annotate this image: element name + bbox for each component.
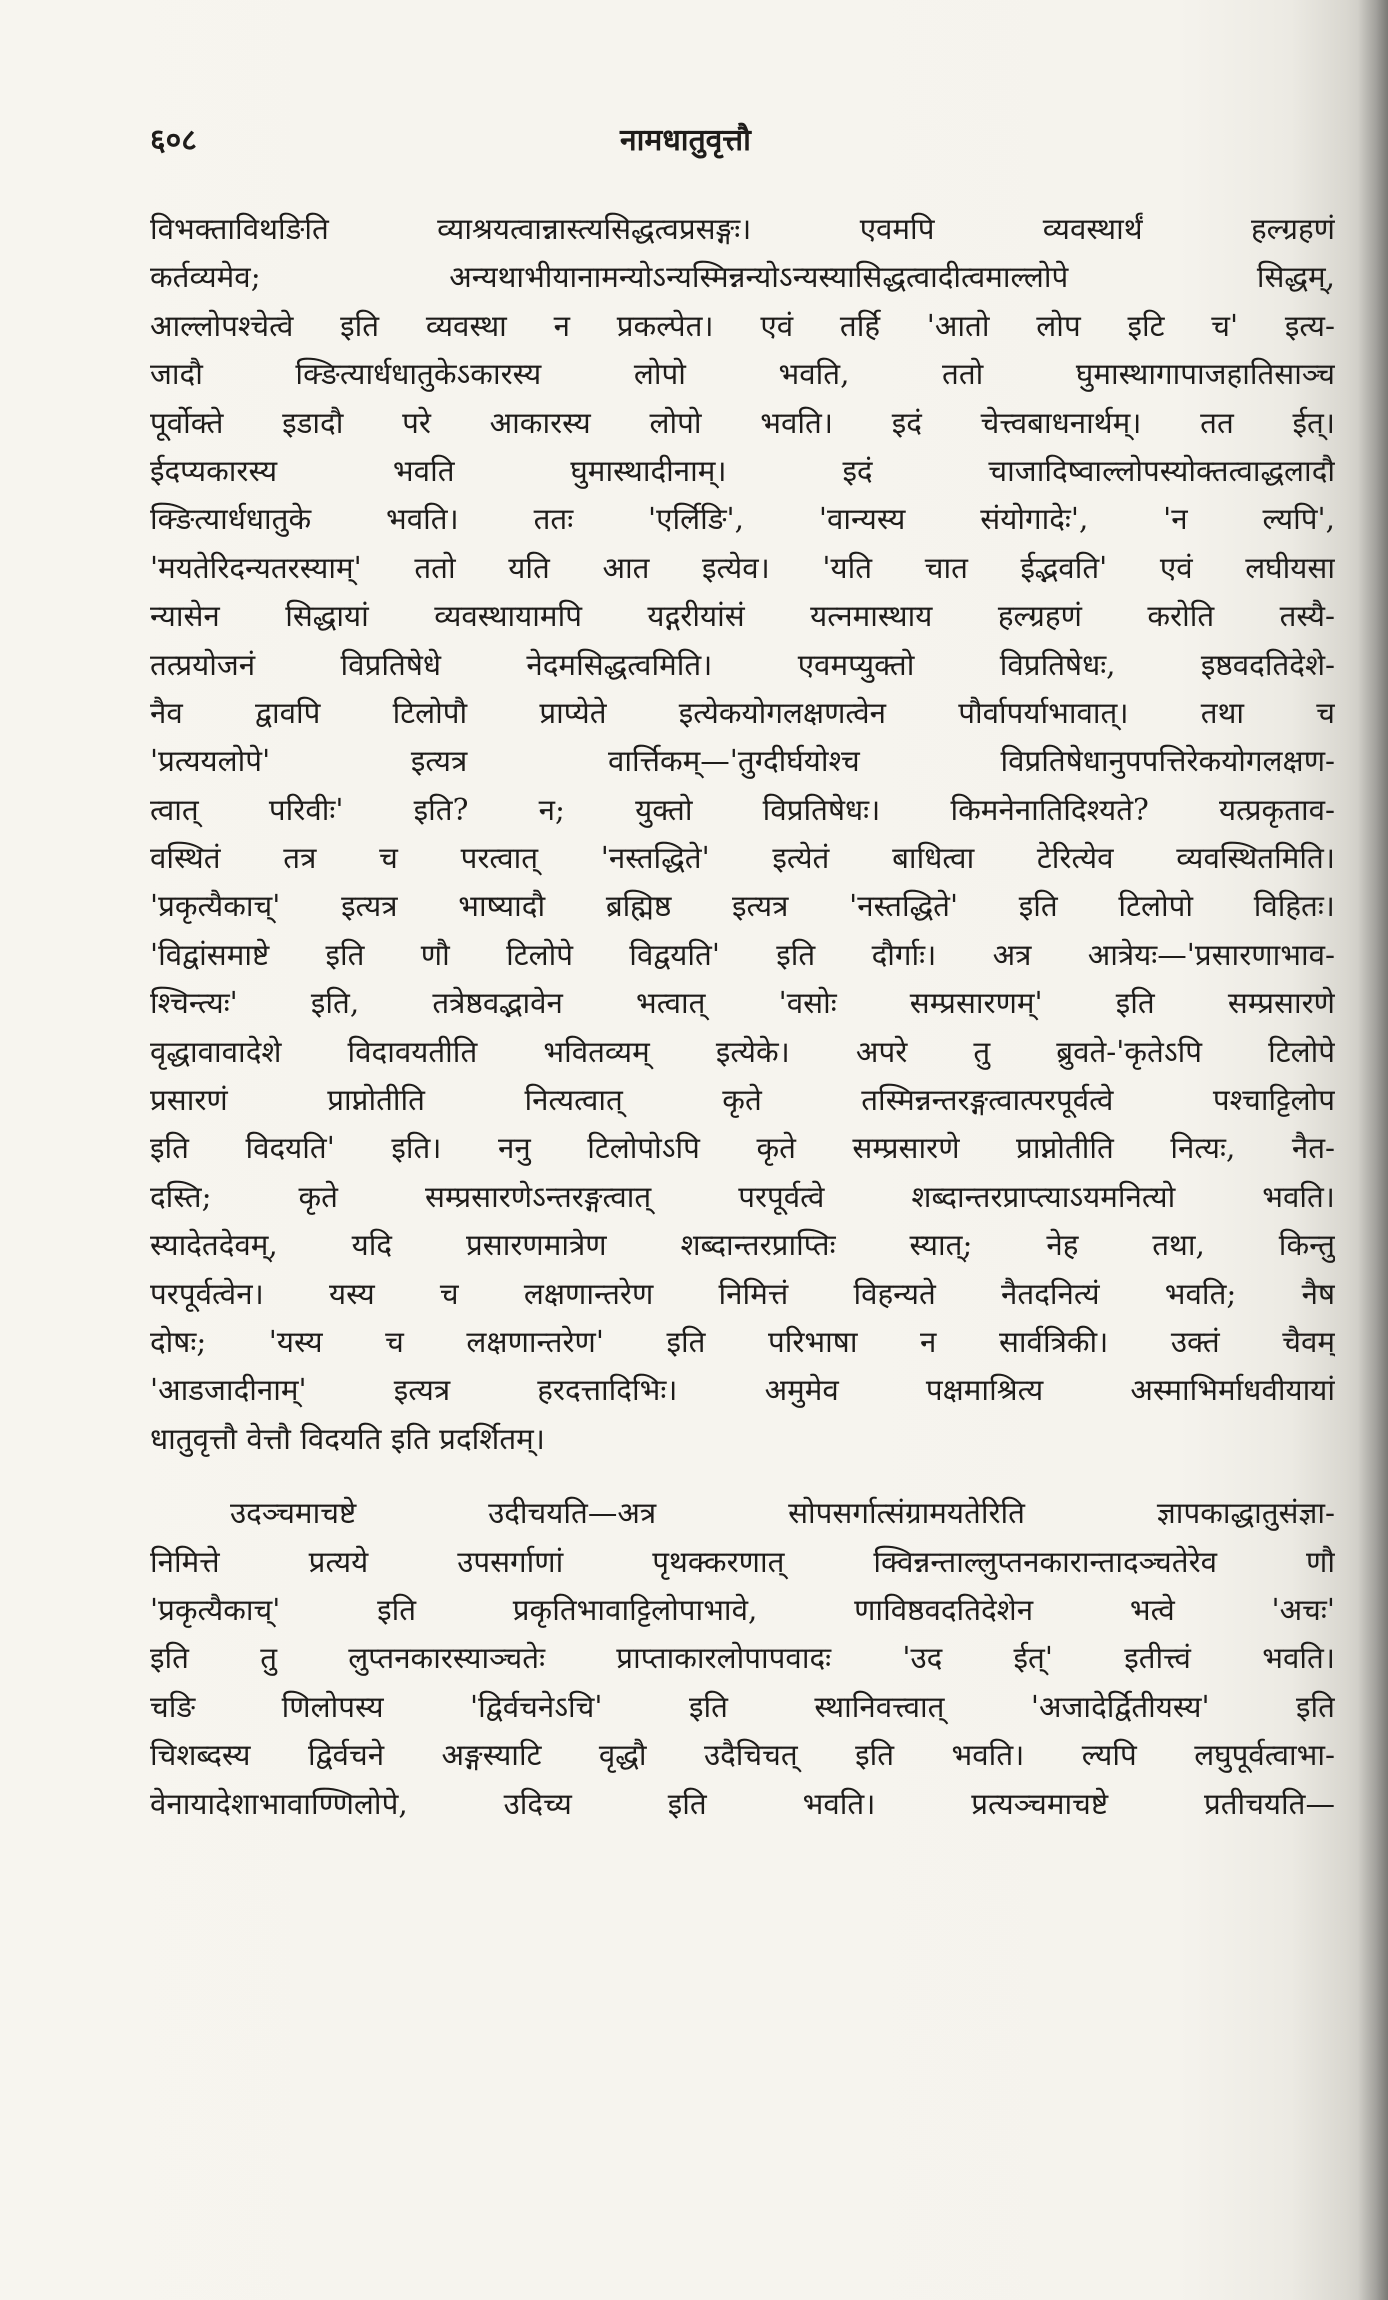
- text-line: चङि णिलोपस्य 'द्विर्वचनेऽचि' इति स्थानिवत्त्वात् 'अजादेर्द्वितीयस्य' इति: [150, 1689, 1335, 1724]
- text-line: 'प्रकृत्यैकाच्' इति प्रकृतिभावाट्टिलोपाभावे, णाविष्ठवदतिदेशेन भत्वे 'अचः': [150, 1592, 1335, 1627]
- text-line: वेनायादेशाभावाण्णिलोपे, उदिच्य इति भवति। प्रत्यञ्चमाचष्टे प्रतीचयति—: [150, 1786, 1335, 1821]
- text-line: क्ङित्यार्धधातुके भवति। ततः 'एर्लिङि', 'वान्यस्य संयोगादेः', 'न ल्यपि',: [150, 502, 1335, 537]
- text-line: चिशब्दस्य द्विर्वचने अङ्गस्याटि वृद्धौ उदैचिचत् इति भवति। ल्यपि लघुपूर्वत्वाभा-: [150, 1738, 1335, 1773]
- text-line: इति तु लुप्तनकारस्याञ्चतेः प्राप्ताकारलोपापवादः 'उद ईत्' इतीत्त्वं भवति।: [150, 1641, 1335, 1676]
- body-text: [150, 205, 1335, 1828]
- paragraph-1: [150, 205, 1335, 1463]
- running-head-title: नामधातुवृत्तौ: [620, 123, 751, 158]
- text-line: 'मयतेरिदन्यतरस्याम्' ततो यति आत इत्येव। 'यति चात ईद्भवति' एवं लघीयसा: [150, 550, 1335, 585]
- spine-shadow: [1358, 0, 1388, 2300]
- text-line: वृद्धावावादेशे विदावयतीति भवितव्यम् इत्येके। अपरे तु ब्रुवते-'कृतेऽपि टिलोपे: [150, 1034, 1335, 1069]
- text-line: दोषः; 'यस्य च लक्षणान्तरेण' इति परिभाषा न सार्वत्रिकी। उक्तं चैवम्: [150, 1324, 1335, 1359]
- text-line: विभक्ताविथङिति व्याश्रयत्वान्नास्त्यसिद्धत्वप्रसङ्गः। एवमपि व्यवस्थार्थं हल्ग्रहणं: [150, 212, 1335, 246]
- text-line: इति विदयति' इति। ननु टिलोपोऽपि कृते सम्प्रसारणे प्राप्नोतीति नित्यः, नैत-: [150, 1131, 1335, 1166]
- paragraph-2: [150, 1489, 1335, 1828]
- text-line: वस्थितं तत्र च परत्वात् 'नस्तद्धिते' इत्येतं बाधित्वा टेरित्येव व्यवस्थितमिति।: [150, 841, 1335, 876]
- text-line: आल्लोपश्चेत्वे इति व्यवस्था न प्रकल्पेत। एवं तर्हि 'आतो लोप इटि च' इत्य-: [150, 308, 1335, 343]
- text-line: ईदप्यकारस्य भवति घुमास्थादीनाम्। इदं चाजादिष्वाल्लोपस्योक्तत्वाद्धलादौ: [150, 453, 1335, 488]
- text-line: परपूर्वत्वेन। यस्य च लक्षणान्तरेण निमित्तं विहन्यते नैतदनित्यं भवति; नैष: [150, 1276, 1335, 1311]
- text-line: 'आडजादीनाम्' इत्यत्र हरदत्तादिभिः। अमुमेव पक्षमाश्रित्य अस्माभिर्माधवीयायां: [150, 1373, 1335, 1408]
- text-line: धातुवृत्तौ वेत्तौ विदयति इति प्रदर्शितम्।: [150, 1421, 545, 1456]
- text-line: कर्तव्यमेव; अन्यथाभीयानामन्योऽन्यस्मिन्नन्योऽन्यस्यासिद्धत्वादीत्वमाल्लोपे सिद्धम्,: [150, 260, 1335, 295]
- text-line: प्रसारणं प्राप्नोतीति नित्यत्वात् कृते तस्मिन्नन्तरङ्गत्वात्परपूर्वत्वे पश्चाट्टिलोप: [150, 1083, 1335, 1118]
- text-line: नैव द्वावपि टिलोपौ प्राप्येते इत्येकयोगलक्षणत्वेन पौर्वापर्याभावात्। तथा च: [150, 695, 1335, 730]
- text-line: दस्ति; कृते सम्प्रसारणेऽन्तरङ्गत्वात् परपूर्वत्वे शब्दान्तरप्राप्त्याऽयमनित्यो भवति।: [150, 1179, 1335, 1214]
- text-line: तत्प्रयोजनं विप्रतिषेधे नेदमसिद्धत्वमिति। एवमप्युक्तो विप्रतिषेधः, इष्ठवदतिदेशे-: [150, 647, 1335, 682]
- text-line: त्वात् परिवीः' इति? न; युक्तो विप्रतिषेधः। किमनेनातिदिश्यते? यत्प्रकृताव-: [150, 792, 1335, 827]
- text-line: श्चिन्त्यः' इति, तत्रेष्ठवद्भावेन भत्वात् 'वसोः सम्प्रसारणम्' इति सम्प्रसारणे: [150, 986, 1335, 1021]
- text-line: निमित्ते प्रत्यये उपसर्गाणां पृथक्करणात् क्विन्नन्ताल्लुप्तनकारान्तादञ्चतेरेव णौ: [150, 1544, 1335, 1579]
- text-line: न्यासेन सिद्धायां व्यवस्थायामपि यद्गरीयांसं यत्नमास्थाय हल्ग्रहणं करोति तस्यै-: [150, 599, 1335, 634]
- page-number: ६०८: [150, 123, 197, 158]
- running-head: [150, 118, 1310, 158]
- text-line: 'विद्वांसमाष्टे इति णौ टिलोपे विद्वयति' इति दौर्गाः। अत्र आत्रेयः—'प्रसारणाभाव-: [150, 937, 1335, 972]
- text-line: पूर्वोक्ते इडादौ परे आकारस्य लोपो भवति। इदं चेत्त्वबाधनार्थम्। तत ईत्।: [150, 405, 1335, 440]
- text-line: स्यादेतदेवम्, यदि प्रसारणमात्रेण शब्दान्तरप्राप्तिः स्यात्; नेह तथा, किन्तु: [150, 1228, 1335, 1263]
- text-line: 'प्रत्ययलोपे' इत्यत्र वार्त्तिकम्—'तुग्दीर्घयोश्च विप्रतिषेधानुपपत्तिरेकयोगलक्षण-: [150, 744, 1335, 779]
- text-line: जादौ क्ङित्यार्धधातुकेऽकारस्य लोपो भवति, ततो घुमास्थागापाजहातिसाञ्च: [150, 357, 1335, 392]
- text-line: 'प्रकृत्यैकाच्' इत्यत्र भाष्यादौ ब्रह्मिष्ठ इत्यत्र 'नस्तद्धिते' इति टिलोपो विहितः।: [150, 889, 1335, 924]
- text-line: उदञ्चमाचष्टे उदीचयति—अत्र सोपसर्गात्संग्रामयतेरिति ज्ञापकाद्धातुसंज्ञा-: [230, 1496, 1335, 1531]
